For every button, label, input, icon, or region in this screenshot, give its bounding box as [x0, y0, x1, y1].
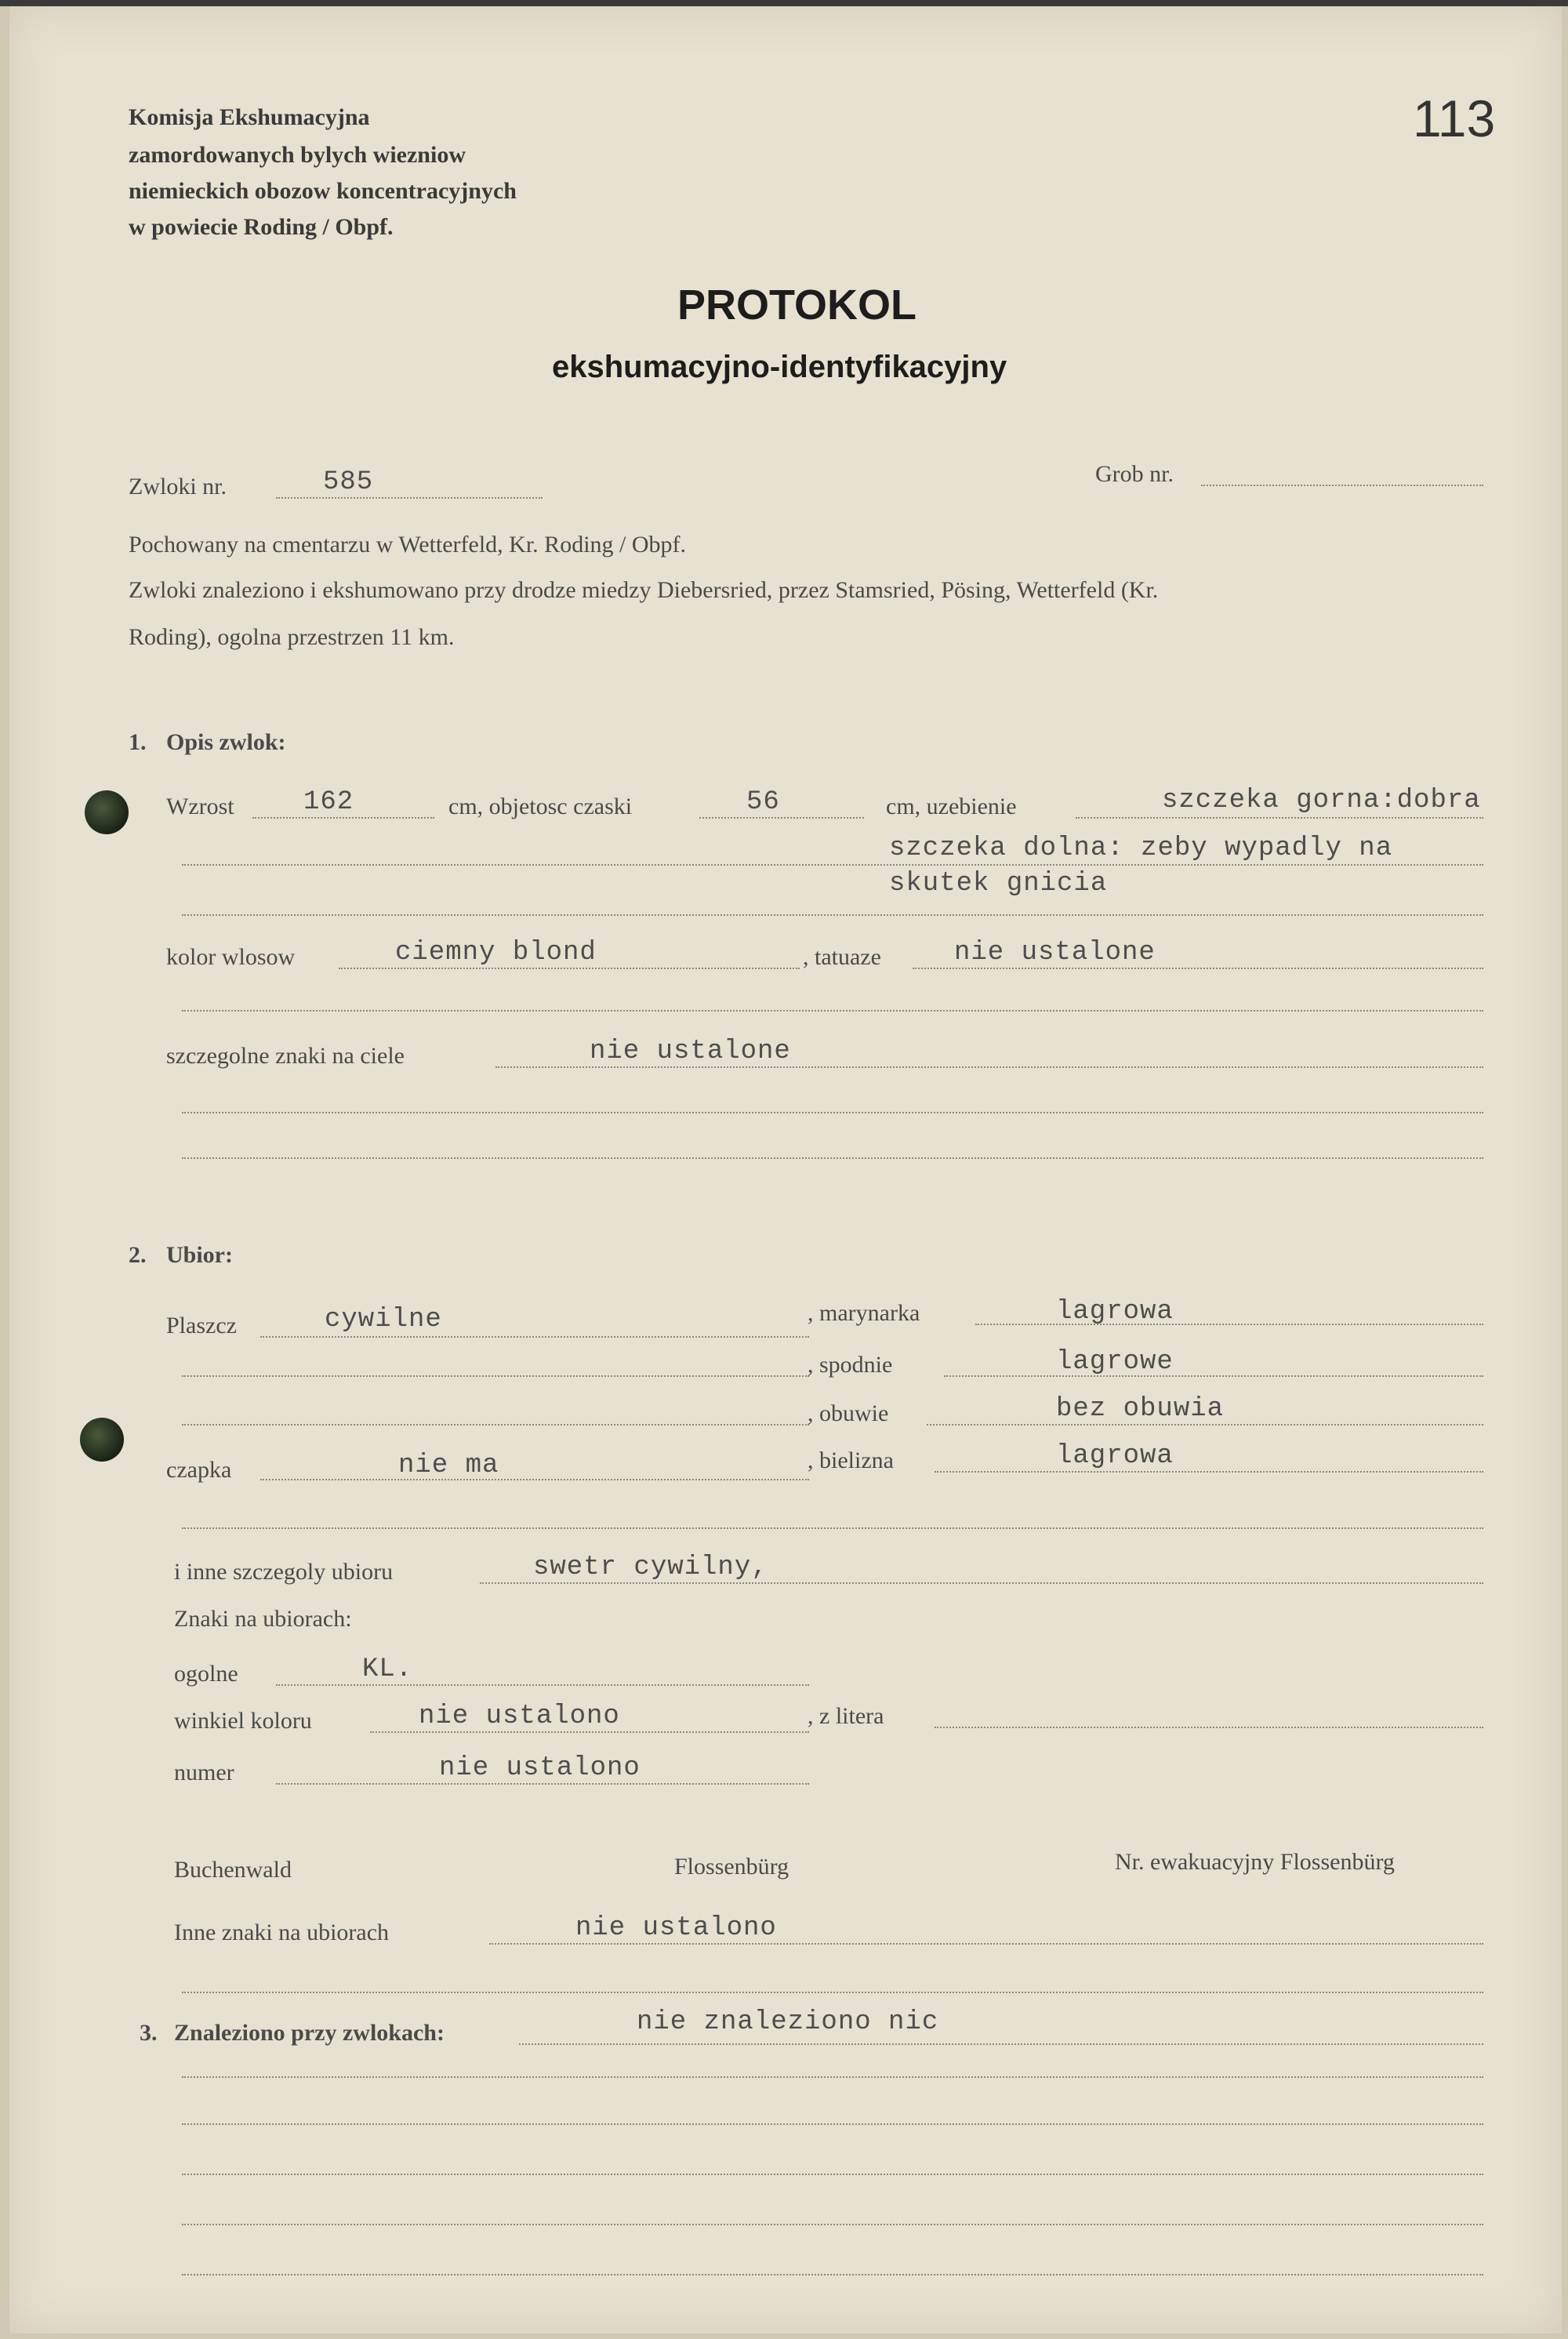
header-line-2: zamordowanych bylych wiezniow [129, 142, 466, 168]
uzebienie-line-3: skutek gnicia [889, 869, 1108, 899]
marynarka-value: lagrowa [1056, 1297, 1174, 1327]
znaleziono-line-1: Zwloki znaleziono i ekshumowano przy drodze miedzy Diebersried, przez Stamsried, Pösing, Wetterfeld (Kr. [129, 577, 1159, 603]
plaszcz-label: Plaszcz [166, 1313, 237, 1338]
buchenwald-label: Buchenwald [174, 1857, 292, 1883]
document-subtitle: ekshumacyjno-identyfikacyjny [552, 350, 1007, 384]
znaki-label: szczegolne znaki na ciele [166, 1043, 405, 1069]
section-2-number: 2. [129, 1242, 147, 1268]
winkiel-label: winkiel koloru [174, 1708, 312, 1734]
pochowany-text: Pochowany na cmentarzu w Wetterfeld, Kr. Roding / Obpf. [129, 532, 687, 558]
inne-znaki-value: nie ustalono [575, 1913, 777, 1943]
bielizna-value: lagrowa [1056, 1441, 1174, 1471]
document-title: PROTOKOL [677, 281, 917, 329]
uzebienie-line-2: szczeka dolna: zeby wypadly na [889, 834, 1393, 863]
page-number: 113 [1413, 89, 1496, 147]
wzrost-value: 162 [303, 787, 354, 817]
znaleziono-line-2: Roding), ogolna przestrzen 11 km. [129, 624, 455, 650]
znaki-value: nie ustalone [590, 1037, 791, 1066]
tatuaze-label: , tatuaze [803, 944, 881, 970]
section-3-number: 3. [140, 2020, 158, 2046]
obuwie-label: , obuwie [808, 1400, 889, 1426]
section-1-title: Opis zwlok: [166, 729, 286, 755]
inne-znaki-label: Inne znaki na ubiorach [174, 1920, 390, 1945]
znaki-na-ubiorach-label: Znaki na ubiorach: [174, 1606, 352, 1632]
zwloki-label: Zwloki nr. [129, 474, 227, 499]
header-line-4: w powiecie Roding / Obpf. [129, 214, 394, 240]
section-2-title: Ubior: [166, 1242, 233, 1268]
scan-top-edge [0, 0, 1568, 6]
z-litera-label: , z litera [808, 1703, 884, 1729]
section-3-value: nie znaleziono nic [637, 2007, 939, 2037]
grob-label: Grob nr. [1095, 461, 1174, 487]
plaszcz-value: cywilne [325, 1305, 442, 1335]
czapka-label: czapka [166, 1457, 232, 1483]
wlosy-value: ciemny blond [395, 938, 597, 968]
numer-label: numer [174, 1760, 234, 1785]
flossenburg-label: Flossenbürg [674, 1854, 789, 1880]
header-line-3: niemieckich obozow koncentracyjnych [129, 178, 517, 204]
spodnie-label: , spodnie [808, 1352, 893, 1378]
section-3-title: Znaleziono przy zwlokach: [174, 2020, 445, 2046]
bielizna-label: , bielizna [808, 1447, 894, 1473]
nr-ewakuacyjny-label: Nr. ewakuacyjny Flossenbürg [1115, 1849, 1395, 1875]
punch-hole-top [85, 790, 129, 834]
section-1-number: 1. [129, 729, 147, 755]
marynarka-label: , marynarka [808, 1300, 920, 1326]
czapka-value: nie ma [398, 1451, 499, 1480]
zwloki-value: 585 [323, 467, 374, 497]
wlosy-label: kolor wlosow [166, 944, 296, 970]
header-line-1: Komisja Ekshumacyjna [129, 104, 370, 130]
inne-szczegoly-label: i inne szczegoly ubioru [174, 1559, 394, 1585]
numer-value: nie ustalono [439, 1753, 641, 1783]
czaszka-value: 56 [746, 787, 780, 817]
wzrost-label: Wzrost [166, 794, 234, 819]
document-sheet [9, 6, 1562, 2334]
winkiel-value: nie ustalono [419, 1702, 620, 1731]
ogolne-label: ogolne [174, 1661, 238, 1687]
uzebienie-line-1: szczeka gorna:dobra [1162, 786, 1481, 815]
ogolne-value: KL. [362, 1654, 413, 1684]
tatuaze-value: nie ustalone [954, 938, 1156, 968]
cm-czaszka-label: cm, objetosc czaski [448, 794, 633, 819]
spodnie-value: lagrowe [1056, 1347, 1174, 1377]
inne-szczegoly-value: swetr cywilny, [533, 1553, 768, 1582]
punch-hole-bottom [80, 1418, 124, 1462]
uzebienie-label: cm, uzebienie [886, 794, 1017, 819]
obuwie-value: bez obuwia [1056, 1394, 1225, 1424]
